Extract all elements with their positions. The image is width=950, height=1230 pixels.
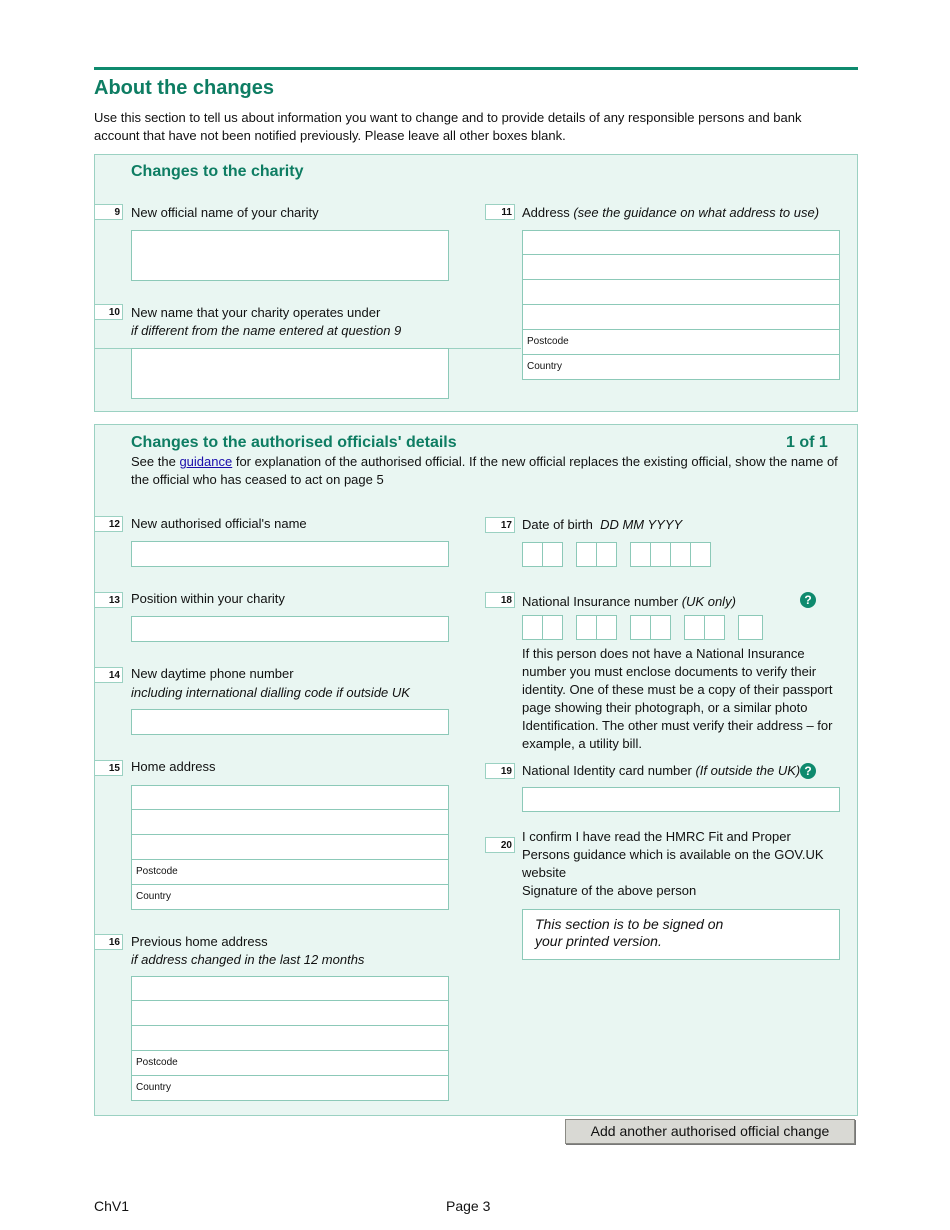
q18-label xyxy=(522,594,736,609)
question-number-9: 9 xyxy=(95,204,123,220)
home-address-line-3[interactable] xyxy=(131,835,449,860)
ni-char-7[interactable] xyxy=(684,615,705,640)
form-id: ChV1 xyxy=(94,1198,130,1214)
section-intro: Use this section to tell us about information you want to change and to provide details of any responsible persons and bank account that have not been notified previously. Please leave all other boxes blank. xyxy=(94,110,802,143)
q17-format-hint: DD MM YYYY xyxy=(600,517,683,532)
q11-sublabel: (see the guidance on what address to use) xyxy=(573,205,820,220)
question-number-10: 10 xyxy=(95,304,123,320)
signature-label: Signature of the above person xyxy=(522,883,697,898)
q17-label-text: Date of birth xyxy=(522,517,593,532)
q20-confirm-text: I confirm I have read the HMRC Fit and Proper Persons guidance which is available on the GOV.UK website xyxy=(522,829,824,880)
officials-title: Changes to the authorised officials' details xyxy=(131,434,457,451)
section-top-rule xyxy=(94,67,858,70)
question-number-18: 18 xyxy=(485,592,515,608)
prev-address-line-1[interactable] xyxy=(131,976,449,1001)
phone-input[interactable] xyxy=(131,709,449,735)
id-card-input[interactable] xyxy=(522,787,840,812)
q15-label: Home address xyxy=(131,759,216,774)
q19-label-text: National Identity card number xyxy=(522,763,692,778)
prev-country-field[interactable]: Country xyxy=(131,1076,449,1101)
q11-label-text: Address xyxy=(522,205,570,220)
officials-desc-prefix: See the xyxy=(131,454,180,469)
official-name-input[interactable] xyxy=(131,541,449,567)
q14-label: New daytime phone number xyxy=(131,666,294,681)
home-country-field[interactable]: Country xyxy=(131,885,449,910)
question-number-12: 12 xyxy=(95,516,123,532)
q19-sublabel: (If outside the UK) xyxy=(695,763,801,778)
q18-sublabel: (UK only) xyxy=(681,594,736,609)
q16-label: Previous home address xyxy=(131,934,268,949)
q10-sublabel: if different from the name entered at question 9 xyxy=(131,323,402,338)
officials-desc-suffix: for explanation of the authorised official. If the new official replaces the existing official, show the name of the official who has ceased to act on page 5 xyxy=(131,454,838,487)
home-address-line-2[interactable] xyxy=(131,810,449,835)
q13-label: Position within your charity xyxy=(131,591,285,606)
q14-sublabel: including international dialling code if outside UK xyxy=(131,685,410,700)
dob-day-digit-1[interactable] xyxy=(522,542,543,567)
ni-char-9[interactable] xyxy=(738,615,763,640)
dob-month-digit-1[interactable] xyxy=(576,542,597,567)
q16-sublabel: if address changed in the last 12 months xyxy=(131,952,365,967)
q12-label: New authorised official's name xyxy=(131,516,307,531)
prev-address-line-2[interactable] xyxy=(131,1001,449,1026)
charity-address-line-1[interactable] xyxy=(522,230,840,255)
question-number-14: 14 xyxy=(95,667,123,683)
question-number-11: 11 xyxy=(485,204,515,220)
page-number: Page 3 xyxy=(446,1198,491,1214)
home-postcode-field[interactable]: Postcode xyxy=(131,860,449,885)
ni-char-2[interactable] xyxy=(542,615,563,640)
id-card-help-icon[interactable]: ? xyxy=(800,763,816,779)
ni-help-icon[interactable]: ? xyxy=(800,592,816,608)
q10-label: New name that your charity operates under xyxy=(131,305,381,320)
question-number-16: 16 xyxy=(95,934,123,950)
ni-char-1[interactable] xyxy=(522,615,543,640)
q17-label xyxy=(522,517,682,532)
officials-description xyxy=(131,453,846,489)
charity-country-field[interactable]: Country xyxy=(522,355,840,380)
dob-year-digit-3[interactable] xyxy=(670,542,691,567)
question-number-20: 20 xyxy=(485,837,515,853)
ni-char-3[interactable] xyxy=(576,615,597,640)
question-number-13: 13 xyxy=(95,592,123,608)
dob-year-digit-1[interactable] xyxy=(630,542,651,567)
ni-char-4[interactable] xyxy=(596,615,617,640)
dob-month-digit-2[interactable] xyxy=(596,542,617,567)
q19-label xyxy=(522,763,800,778)
new-official-name-input[interactable] xyxy=(131,230,449,281)
signature-note: This section is to be signed on your printed version. xyxy=(535,916,724,949)
operating-name-input[interactable] xyxy=(131,348,449,399)
ni-note: If this person does not have a National Insurance number you must enclose documents to verify their identity. One of these must be a copy of their passport page showing their photograph, or a similar photo Identification. The other must verify their address – for example, a utility bill. xyxy=(522,646,833,751)
signature-box xyxy=(522,909,840,960)
dob-day-digit-2[interactable] xyxy=(542,542,563,567)
q11-label xyxy=(522,205,819,220)
dob-year-digit-2[interactable] xyxy=(650,542,671,567)
add-official-change-button[interactable]: Add another authorised official change xyxy=(565,1119,855,1144)
question-number-19: 19 xyxy=(485,763,515,779)
q18-label-text: National Insurance number xyxy=(522,594,679,609)
ni-char-6[interactable] xyxy=(650,615,671,640)
section-title: About the changes xyxy=(94,77,275,99)
home-address-line-1[interactable] xyxy=(131,785,449,810)
question-number-15: 15 xyxy=(95,760,123,776)
dob-year-digit-4[interactable] xyxy=(690,542,711,567)
guidance-link[interactable]: guidance xyxy=(179,454,233,469)
q9-label: New official name of your charity xyxy=(131,205,319,220)
ni-char-8[interactable] xyxy=(704,615,725,640)
charity-address-line-4[interactable] xyxy=(522,305,840,330)
charity-changes-title: Changes to the charity xyxy=(131,163,304,180)
position-input[interactable] xyxy=(131,616,449,642)
charity-address-line-3[interactable] xyxy=(522,280,840,305)
officials-counter: 1 of 1 xyxy=(786,434,828,451)
charity-address-line-2[interactable] xyxy=(522,255,840,280)
prev-address-line-3[interactable] xyxy=(131,1026,449,1051)
charity-postcode-field[interactable]: Postcode xyxy=(522,330,840,355)
prev-postcode-field[interactable]: Postcode xyxy=(131,1051,449,1076)
question-number-17: 17 xyxy=(485,517,515,533)
ni-char-5[interactable] xyxy=(630,615,651,640)
